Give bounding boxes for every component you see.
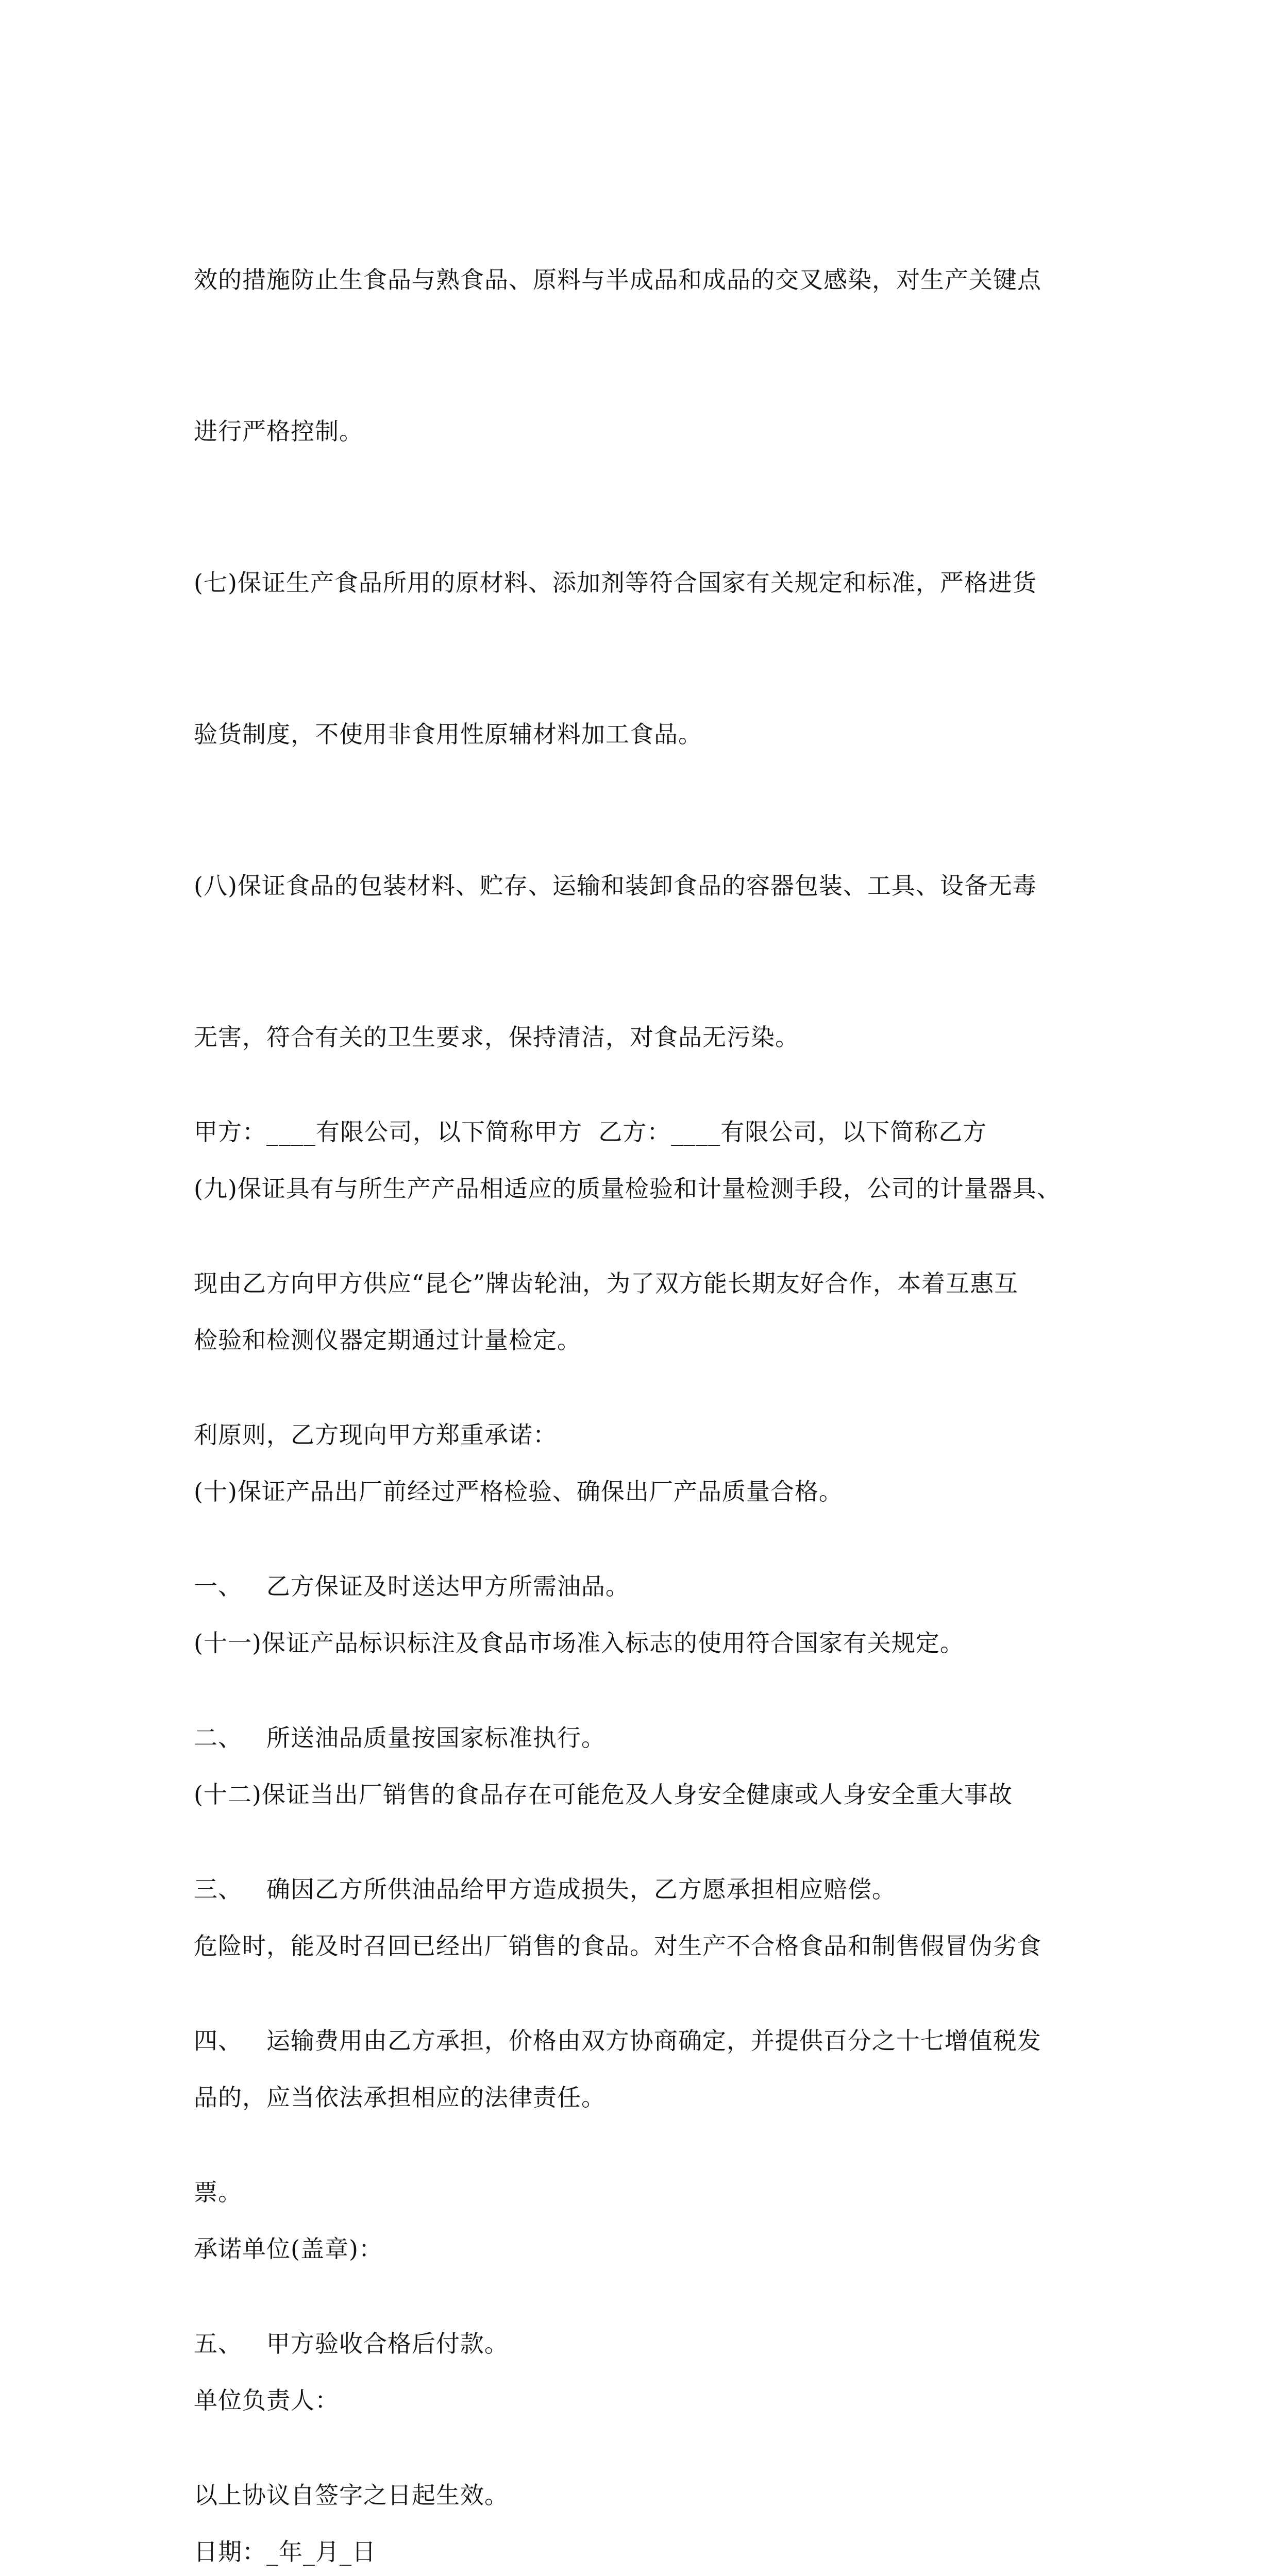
text-line: 检验和检测仪器定期通过计量检定。 — [194, 1326, 581, 1354]
text-line: 无害，符合有关的卫生要求，保持清洁，对食品无污染。 — [194, 1023, 799, 1051]
text-line: 危险时，能及时召回已经出厂销售的食品。对生产不合格食品和制售假冒伪劣食 — [194, 1932, 1041, 1960]
text-line: (七)保证生产食品所用的原材料、添加剂等符合国家有关规定和标准，严格进货 — [194, 569, 1037, 597]
text-line: 效的措施防止生食品与熟食品、原料与半成品和成品的交叉感染，对生产关键点 — [194, 266, 1041, 294]
list-item: 一、 乙方保证及时送达甲方所需油品。 — [194, 1572, 630, 1600]
text-line: 品的，应当依法承担相应的法律责任。 — [194, 2083, 606, 2111]
text-line: (八)保证食品的包装材料、贮存、运输和装卸食品的容器包装、工具、设备无毒 — [194, 872, 1037, 900]
parties-line: 甲方：____有限公司，以下简称甲方 乙方：____有限公司，以下简称乙方 — [194, 1118, 987, 1146]
text-line: 以上协议自签字之日起生效。 — [194, 2481, 509, 2509]
list-item: 四、 运输费用由乙方承担，价格由双方协商确定，并提供百分之十七增值税发 — [194, 2027, 1041, 2055]
agreement-text-section — [194, 1006, 1101, 2576]
signature-person-line: 单位负责人： — [194, 2386, 339, 2414]
text-line: (十一)保证产品标识标注及食品市场准入标志的使用符合国家有关规定。 — [194, 1629, 964, 1657]
text-line: (十二)保证当出厂销售的食品存在可能危及人身安全健康或人身安全重大事故 — [194, 1781, 1013, 1808]
date-line: 日期：_年_月_日 — [194, 2538, 376, 2566]
text-line: (九)保证具有与所生产产品相适应的质量检验和计量检测手段，公司的计量器具、 — [194, 1175, 1061, 1202]
text-line: 进行严格控制。 — [194, 417, 363, 445]
signature-unit-line: 承诺单位(盖章)： — [194, 2235, 383, 2263]
list-item: 五、 甲方验收合格后付款。 — [194, 2330, 509, 2358]
text-line: 验货制度，不使用非食用性原辅材料加工食品。 — [194, 720, 702, 748]
text-line: 利原则，乙方现向甲方郑重承诺： — [194, 1421, 557, 1449]
text-line: 票。 — [194, 2178, 242, 2206]
text-line: 现由乙方向甲方供应“昆仑”牌齿轮油，为了双方能长期友好合作，本着互惠互 — [194, 1269, 1019, 1297]
list-item: 三、 确因乙方所供油品给甲方造成损失，乙方愿承担相应赔偿。 — [194, 1875, 896, 1903]
list-item: 二、 所送油品质量按国家标准执行。 — [194, 1724, 606, 1752]
text-line: (十)保证产品出厂前经过严格检验、确保出厂产品质量合格。 — [194, 1478, 843, 1505]
